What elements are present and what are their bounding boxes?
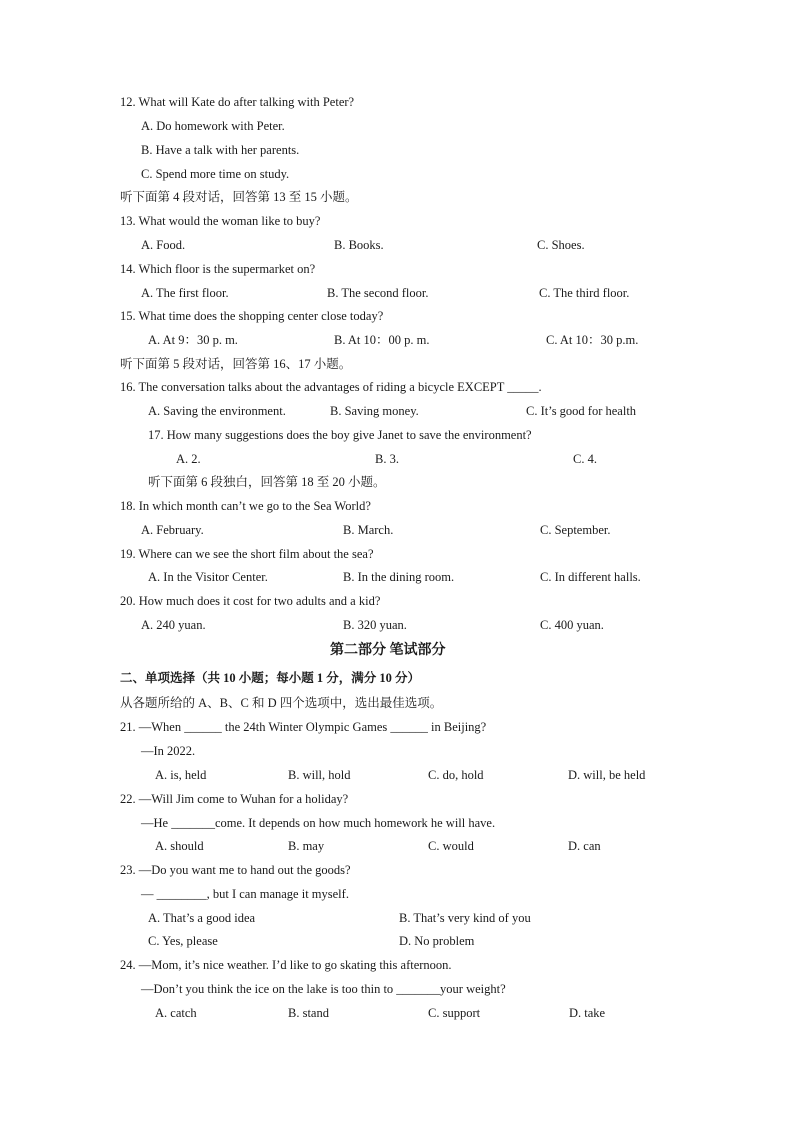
q14-option-c: C. The third floor.: [539, 286, 630, 300]
question-23-line-2: — ________, but I can manage it myself.: [141, 887, 349, 901]
q16-option-a: A. Saving the environment.: [148, 404, 286, 418]
q22-option-d: D. can: [568, 839, 601, 853]
section-two-heading: 二、单项选择（共 10 小题；每小题 1 分，满分 10 分）: [120, 671, 421, 685]
question-17-stem: 17. How many suggestions does the boy give Janet to save the environment?: [148, 428, 532, 442]
q12-option-c: C. Spend more time on study.: [141, 167, 290, 181]
q15-option-a: A. At 9：30 p. m.: [148, 333, 238, 347]
q19-option-c: C. In different halls.: [540, 570, 641, 584]
q20-option-a: A. 240 yuan.: [141, 618, 206, 632]
instruction-monologue-6: 听下面第 6 段独白，回答第 18 至 20 小题。: [148, 475, 386, 489]
question-24-line-1: 24. —Mom, it’s nice weather. I’d like to go skating this afternoon.: [120, 958, 452, 972]
q18-option-a: A. February.: [141, 523, 204, 537]
q17-option-c: C. 4.: [573, 452, 597, 466]
q20-option-b: B. 320 yuan.: [343, 618, 407, 632]
q12-option-b: B. Have a talk with her parents.: [141, 143, 300, 157]
question-14-stem: 14. Which floor is the supermarket on?: [120, 262, 316, 276]
question-22-line-2: —He _______come. It depends on how much homework he will have.: [141, 816, 496, 830]
question-23-line-1: 23. —Do you want me to hand out the goods?: [120, 863, 351, 877]
q23-option-a: A. That’s a good idea: [148, 911, 256, 925]
q13-option-a: A. Food.: [141, 238, 186, 252]
question-21-line-1: 21. —When ______ the 24th Winter Olympic Games ______ in Beijing?: [120, 720, 487, 734]
part-two-title: 第二部分 笔试部分: [330, 643, 446, 658]
q24-option-a: A. catch: [155, 1006, 197, 1020]
question-16-stem: 16. The conversation talks about the advantages of riding a bicycle EXCEPT _____.: [120, 380, 542, 394]
q19-option-a: A. In the Visitor Center.: [148, 570, 268, 584]
question-13-stem: 13. What would the woman like to buy?: [120, 214, 321, 228]
question-12-stem: 12. What will Kate do after talking with Peter?: [120, 95, 355, 109]
q16-option-c: C. It’s good for health: [526, 404, 637, 418]
q24-option-b: B. stand: [288, 1006, 329, 1020]
q22-option-a: A. should: [155, 839, 204, 853]
q22-option-c: C. would: [428, 839, 474, 853]
q14-option-b: B. The second floor.: [327, 286, 429, 300]
section-two-instruction: 从各题所给的 A、B、C 和 D 四个选项中，选出最佳选项。: [120, 696, 443, 710]
question-18-stem: 18. In which month can’t we go to the Sea World?: [120, 499, 371, 513]
q19-option-b: B. In the dining room.: [343, 570, 455, 584]
q21-option-d: D. will, be held: [568, 768, 646, 782]
question-22-line-1: 22. —Will Jim come to Wuhan for a holiday?: [120, 792, 349, 806]
q17-option-b: B. 3.: [375, 452, 399, 466]
q23-option-d: D. No problem: [399, 934, 475, 948]
q18-option-c: C. September.: [540, 523, 611, 537]
q15-option-b: B. At 10：00 p. m.: [334, 333, 430, 347]
q20-option-c: C. 400 yuan.: [540, 618, 604, 632]
q16-option-b: B. Saving money.: [330, 404, 419, 418]
question-20-stem: 20. How much does it cost for two adults and a kid?: [120, 594, 381, 608]
q18-option-b: B. March.: [343, 523, 394, 537]
q21-option-b: B. will, hold: [288, 768, 351, 782]
q24-option-d: D. take: [569, 1006, 606, 1020]
question-24-line-2: —Don’t you think the ice on the lake is too thin to _______your weight?: [141, 982, 506, 996]
q23-option-c: C. Yes, please: [148, 934, 218, 948]
q17-option-a: A. 2.: [176, 452, 201, 466]
q21-option-a: A. is, held: [155, 768, 207, 782]
q14-option-a: A. The first floor.: [141, 286, 229, 300]
q13-option-b: B. Books.: [334, 238, 384, 252]
q22-option-b: B. may: [288, 839, 325, 853]
q15-option-c: C. At 10：30 p.m.: [546, 333, 639, 347]
question-19-stem: 19. Where can we see the short film about the sea?: [120, 547, 374, 561]
question-21-line-2: —In 2022.: [141, 744, 196, 758]
q23-option-b: B. That’s very kind of you: [399, 911, 531, 925]
instruction-dialogue-5: 听下面第 5 段对话，回答第 16、17 小题。: [120, 357, 352, 371]
q24-option-c: C. support: [428, 1006, 481, 1020]
q21-option-c: C. do, hold: [428, 768, 484, 782]
q13-option-c: C. Shoes.: [537, 238, 585, 252]
instruction-dialogue-4: 听下面第 4 段对话，回答第 13 至 15 小题。: [120, 190, 358, 204]
question-15-stem: 15. What time does the shopping center close today?: [120, 309, 384, 323]
q12-option-a: A. Do homework with Peter.: [141, 119, 285, 133]
